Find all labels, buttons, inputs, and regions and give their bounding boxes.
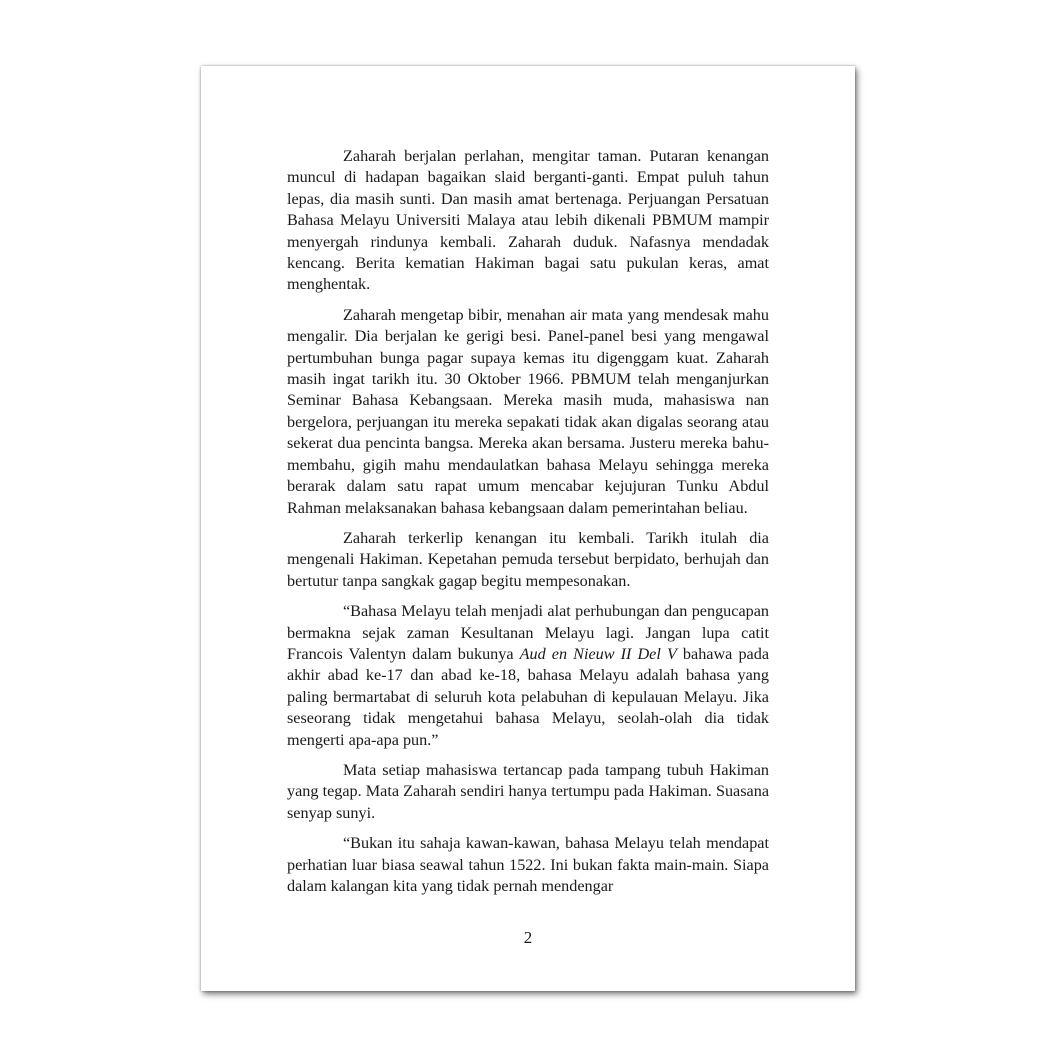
- paragraph-6: “Bukan itu sahaja kawan-kawan, bahasa Melayu telah mendapat perhatian luar biasa seawal tahun 1522. Ini bukan fakta main-main. Siapa dalam kalangan kita yang tidak pernah mendengar: [287, 834, 769, 895]
- paragraph-3: Zaharah terkerlip kenangan itu kembali. Tarikh itulah dia mengenali Hakiman. Kepetahan pemuda tersebut berpidato, berhujah dan bertutur tanpa sangkak gagap begitu mempesonakan.: [287, 528, 769, 590]
- paragraph-4-text-before: “Bahasa Melayu telah menjadi alat perhubungan dan pengucapan bermakna sejak zaman Kesultanan Melayu lagi. Jangan lupa catit Francois Valentyn dalam bukunya: [287, 602, 769, 663]
- paragraph-2: Zaharah mengetap bibir, menahan air mata yang mendesak mahu mengalir. Dia berjalan ke gerigi besi. Panel-panel besi yang mengawal pertumbuhan bunga pagar supaya kemas itu digenggam kuat. Zaharah masih ingat tarikh itu. 30 Oktober 1966. PBMUM telah menganjurkan Seminar Bahasa Kebangsaan. Mereka masih muda, mahasiswa nan bergelora, perjuangan itu mereka sepakati tidak akan digalas seorang atau sekerat dua pencinta bangsa. Mereka akan bersama. Justeru mereka bahu-membahu, gigih mahu mendaulatkan bahasa Melayu sehingga mereka berarak dalam satu rapat umum mencabar kejujuran Tunku Abdul Rahman melaksanakan bahasa kebangsaan dalam pemerintahan beliau.: [287, 305, 769, 517]
- paragraph-4: [287, 601, 769, 751]
- page-number: 2: [523, 928, 533, 947]
- body-text: [287, 146, 769, 906]
- paragraph-5: Mata setiap mahasiswa tertancap pada tampang tubuh Hakiman yang tegap. Mata Zaharah sendiri hanya tertumpu pada Hakiman. Suasana senyap sunyi.: [287, 760, 769, 822]
- book-title-italic: Aud en Nieuw II Del V: [519, 644, 677, 663]
- paragraph-1: Zaharah berjalan perlahan, mengitar taman. Putaran kenangan muncul di hadapan bagaikan slaid berganti-ganti. Empat puluh tahun lepas, dia masih sunti. Dan masih amat bertenaga. Perjuangan Persatuan Bahasa Melayu Universiti Malaya atau lebih dikenali PBMUM mampir menyergah rindunya kembali. Zaharah duduk. Nafasnya mendadak kencang. Berita kematian Hakiman bagai satu pukulan keras, amat menghentak.: [287, 147, 769, 294]
- paragraph-4-text-after: bahawa pada akhir abad ke-17 dan abad ke-18, bahasa Melayu adalah bahasa yang paling bermartabat di seluruh kota pelabuhan di kepulauan Melayu. Jika seseorang tidak mengetahui bahasa Melayu, seolah-olah dia tidak mengerti apa-apa pun.”: [287, 644, 770, 749]
- book-page: [201, 66, 855, 991]
